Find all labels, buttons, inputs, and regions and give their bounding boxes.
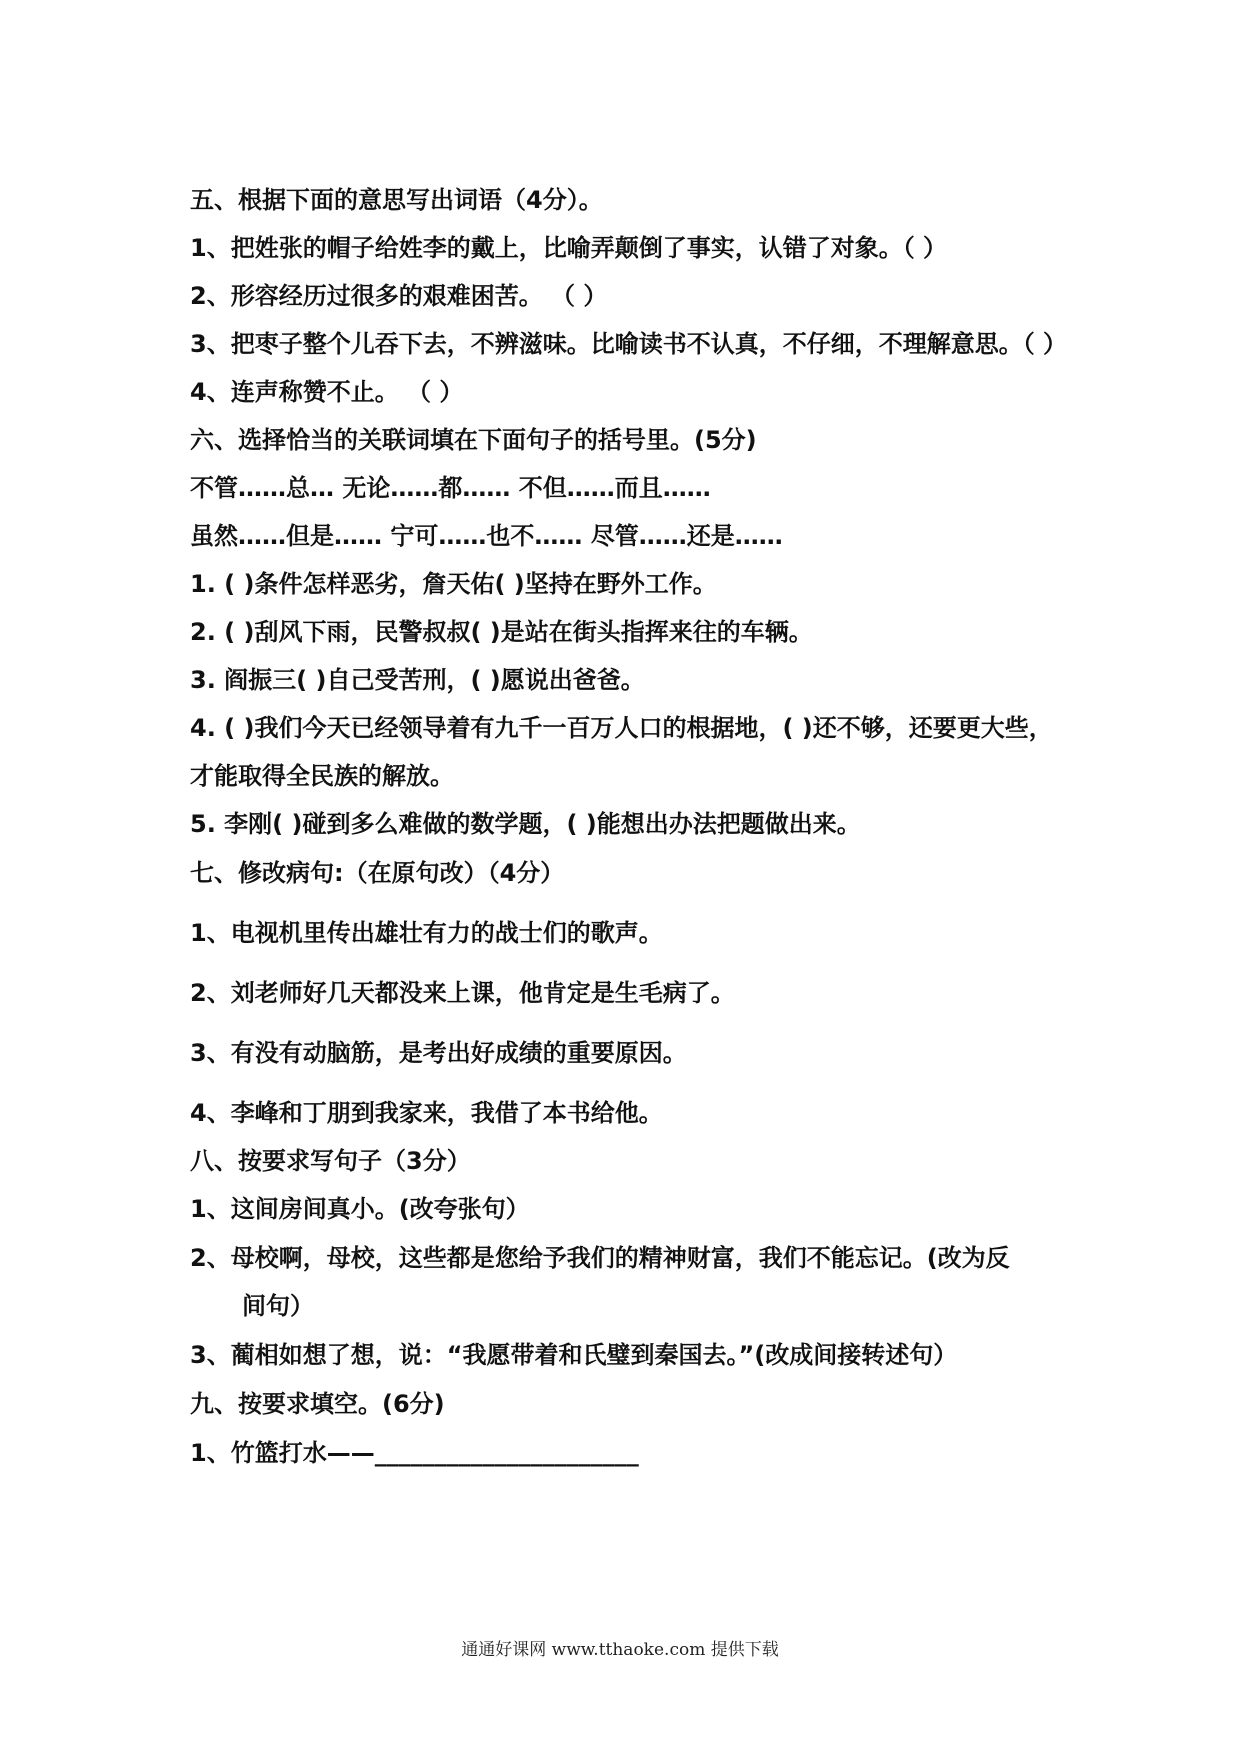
section-six-item-4-continued: 才能取得全民族的解放。 <box>190 762 454 790</box>
section-eight-item-2-continued: 间句） <box>242 1292 314 1320</box>
section-seven-item-4: 4、李峰和丁朋到我家来，我借了本书给他。 <box>190 1099 663 1127</box>
section-seven-item-1: 1、电视机里传出雄壮有力的战士们的歌声。 <box>190 919 663 947</box>
section-six-item-5: 5. 李刚( )碰到多么难做的数学题，( )能想出办法把题做出来。 <box>190 810 861 838</box>
section-eight-item-1: 1、这间房间真小。(改夸张句） <box>190 1195 530 1223</box>
section-eight-heading: 八、按要求写句子（3分） <box>190 1147 471 1175</box>
section-five-item-4: 4、连声称赞不止。 （ ） <box>190 378 464 406</box>
footer-download-note: 通通好课网 www.tthaoke.com 提供下载 <box>461 1640 779 1660</box>
section-seven-item-3: 3、有没有动脑筋，是考出好成绩的重要原因。 <box>190 1039 687 1067</box>
section-five-item-1: 1、把姓张的帽子给姓李的戴上，比喻弄颠倒了事实，认错了对象。（ ） <box>190 234 948 262</box>
section-five-item-2: 2、形容经历过很多的艰难困苦。 （ ） <box>190 282 608 310</box>
section-nine-heading: 九、按要求填空。(6分) <box>190 1390 445 1418</box>
section-eight-item-2: 2、母校啊，母校，这些都是您给予我们的精神财富，我们不能忘记。(改为反 <box>190 1244 1010 1272</box>
section-seven-heading: 七、修改病句:（在原句改）（4分） <box>190 859 565 887</box>
section-six-heading: 六、选择恰当的关联词填在下面句子的括号里。(5分) <box>190 426 757 454</box>
section-nine-item-1: 1、竹篮打水——______________________ <box>190 1439 639 1467</box>
section-six-item-1: 1. ( )条件怎样恶劣，詹天佑( )坚持在野外工作。 <box>190 570 717 598</box>
section-seven-item-2: 2、刘老师好几天都没来上课，他肯定是生毛病了。 <box>190 979 735 1007</box>
section-five-heading: 五、根据下面的意思写出词语（4分）。 <box>190 186 603 214</box>
section-eight-item-3: 3、蔺相如想了想，说：“我愿带着和氏璧到秦国去。”(改成间接转述句） <box>190 1341 958 1369</box>
section-six-options-row-1: 不管……总… 无论……都…… 不但……而且…… <box>190 474 711 502</box>
section-six-item-4: 4. ( )我们今天已经领导着有九千一百万人口的根据地，( )还不够，还要更大些， <box>190 714 1053 742</box>
section-six-options-row-2: 虽然……但是…… 宁可……也不…… 尽管……还是…… <box>190 522 783 550</box>
section-five-item-3: 3、把枣子整个儿吞下去，不辨滋味。比喻读书不认真，不仔细，不理解意思。（ ） <box>190 330 1068 358</box>
section-six-item-3: 3. 阎振三( )自己受苦刑，( )愿说出爸爸。 <box>190 666 645 694</box>
section-six-item-2: 2. ( )刮风下雨，民警叔叔( )是站在街头指挥来往的车辆。 <box>190 618 813 646</box>
